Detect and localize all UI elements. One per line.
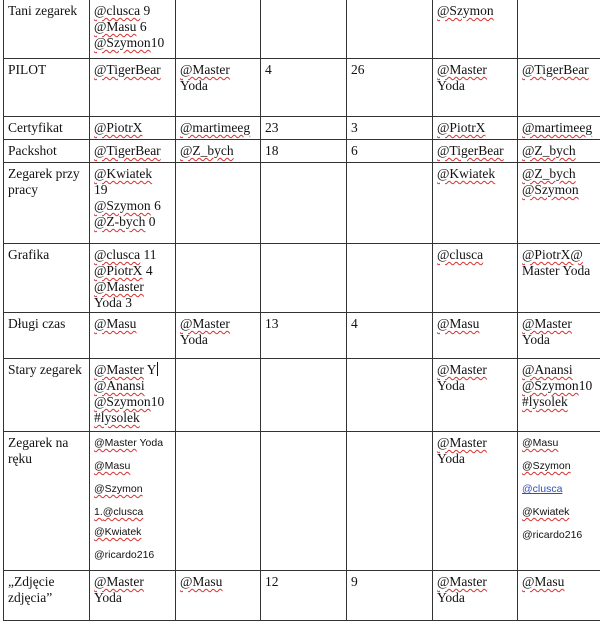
cell-line xyxy=(522,62,599,78)
number-value: 18 xyxy=(265,143,279,158)
cell-line xyxy=(437,62,513,78)
vote-count: 10 xyxy=(151,394,165,409)
cell-line xyxy=(522,435,599,451)
user-handle: @Master xyxy=(437,362,487,377)
cell-line xyxy=(94,547,171,563)
user-handle: @Masu xyxy=(180,574,222,589)
user-handle: @Z-bych xyxy=(94,214,145,229)
user-handle: @Szymon xyxy=(94,483,143,495)
assignees-cell[interactable] xyxy=(90,0,176,59)
assignees-cell[interactable] xyxy=(90,163,176,244)
cell-line xyxy=(94,279,171,295)
user-handle: @Szymon xyxy=(94,198,151,213)
cell-line xyxy=(94,410,171,426)
number-cell[interactable] xyxy=(347,432,433,571)
category-label: Grafika xyxy=(8,247,49,262)
assignees-cell[interactable] xyxy=(90,359,176,432)
cell-text: Yoda xyxy=(522,332,550,347)
user-handle: @Szymon xyxy=(94,394,151,409)
cell-line xyxy=(94,263,171,279)
user-handle: @Szymon xyxy=(522,460,571,472)
user-handle: @Master xyxy=(94,362,144,377)
cell-line xyxy=(522,378,599,394)
user-handle: @Anansi xyxy=(94,378,145,393)
cell-line xyxy=(437,378,513,394)
cell-line xyxy=(94,198,171,214)
cell-text: Yoda xyxy=(180,332,208,347)
cell-line xyxy=(180,78,256,94)
cell-line xyxy=(94,574,171,590)
vote-count: Y xyxy=(144,362,157,377)
assignment-table xyxy=(3,0,600,621)
cell-text: Master Yoda xyxy=(522,263,590,278)
number-cell[interactable] xyxy=(347,244,433,313)
number-value: 4 xyxy=(351,316,358,331)
cell-line xyxy=(94,295,171,311)
cell-line xyxy=(94,214,171,230)
cell-line xyxy=(437,166,513,182)
user-handle: @TigerBear xyxy=(94,143,161,158)
user-handle: @Master xyxy=(437,574,487,589)
cell-line xyxy=(437,590,513,606)
handle-cell[interactable] xyxy=(518,313,600,359)
vote-count: 0 xyxy=(145,214,155,229)
cell-line xyxy=(522,362,599,378)
cell-line xyxy=(180,332,256,348)
category-label: Certyfikat xyxy=(8,120,63,135)
cell-line xyxy=(94,19,171,35)
user-handle: @Kwiatek xyxy=(94,166,152,181)
user-handle: @Master xyxy=(94,279,144,294)
user-handle: @Masu xyxy=(522,574,564,589)
number-cell[interactable] xyxy=(347,359,433,432)
assignees-cell[interactable] xyxy=(90,140,176,163)
user-handle: @Masu xyxy=(522,437,558,449)
handle-cell[interactable] xyxy=(176,59,261,117)
handle-cell[interactable] xyxy=(518,0,600,59)
number-cell[interactable] xyxy=(347,117,433,140)
handle-cell[interactable] xyxy=(176,359,261,432)
handle-cell[interactable] xyxy=(176,163,261,244)
cell-line xyxy=(522,394,599,410)
cell-line xyxy=(522,316,599,332)
number-cell[interactable] xyxy=(261,59,347,117)
handle-cell[interactable] xyxy=(433,571,518,621)
user-handle: @Szymon xyxy=(94,35,151,50)
number-value: 12 xyxy=(265,574,279,589)
cell-line xyxy=(437,3,513,19)
cell-line xyxy=(437,247,513,263)
vote-count: 6 xyxy=(136,19,146,34)
user-handle: @clusca xyxy=(437,247,483,262)
cell-line xyxy=(437,120,513,136)
cell-text: Yoda xyxy=(180,78,208,93)
handle-cell[interactable] xyxy=(518,59,600,117)
cell-text: @ricardo216 xyxy=(522,529,582,541)
vote-count: 6 xyxy=(151,198,161,213)
vote-count: 11 xyxy=(140,247,156,262)
cell-text: 19 xyxy=(94,182,108,197)
handle-cell[interactable] xyxy=(518,571,600,621)
user-handle: @Z_bych xyxy=(522,143,576,158)
number-cell[interactable] xyxy=(347,163,433,244)
cell-line xyxy=(94,458,171,474)
number-cell[interactable] xyxy=(261,313,347,359)
cell-line xyxy=(437,451,513,467)
assignees-cell[interactable] xyxy=(90,571,176,621)
vote-count: 4 xyxy=(142,263,152,278)
category-cell[interactable] xyxy=(4,59,90,117)
category-cell[interactable] xyxy=(4,117,90,140)
cell-line xyxy=(180,120,256,136)
handle-cell[interactable] xyxy=(433,359,518,432)
user-handle: @Master xyxy=(94,574,144,589)
user-handle: @Szymon xyxy=(437,3,494,18)
cell-line xyxy=(94,62,171,78)
user-handle: @Kwiatek xyxy=(437,166,495,181)
handle-cell[interactable] xyxy=(518,432,600,571)
user-handle: @PiotrX xyxy=(94,263,142,278)
cell-text: Yoda xyxy=(437,378,465,393)
assignees-cell[interactable] xyxy=(90,244,176,313)
cell-line xyxy=(522,458,599,474)
category-cell[interactable] xyxy=(4,432,90,571)
cell-text: Yoda xyxy=(437,590,465,605)
vote-count: Yoda xyxy=(137,437,163,449)
category-cell[interactable] xyxy=(4,0,90,59)
handle-cell[interactable] xyxy=(176,117,261,140)
cell-line xyxy=(437,78,513,94)
handle-cell[interactable] xyxy=(433,117,518,140)
handle-cell[interactable] xyxy=(518,140,600,163)
cell-line xyxy=(522,527,599,543)
number-cell[interactable] xyxy=(261,140,347,163)
user-handle: @Masu xyxy=(94,19,136,34)
vote-count: 10 xyxy=(151,35,165,50)
cell-line xyxy=(180,62,256,78)
category-cell[interactable] xyxy=(4,163,90,244)
category-label: Packshot xyxy=(8,143,57,158)
table-row xyxy=(4,432,600,571)
cell-text: Yoda xyxy=(94,590,122,605)
cell-line xyxy=(94,247,171,263)
handle-cell[interactable] xyxy=(518,359,600,432)
number-cell[interactable] xyxy=(261,117,347,140)
cell-line xyxy=(94,435,171,451)
handle-cell[interactable] xyxy=(176,571,261,621)
cell-line xyxy=(522,143,599,159)
handle-cell[interactable] xyxy=(433,0,518,59)
cell-line xyxy=(94,590,171,606)
cell-line xyxy=(94,481,171,497)
user-handle: #lysolek xyxy=(94,410,140,425)
cell-text: Yoda 3 xyxy=(94,295,132,310)
text-cursor xyxy=(157,362,158,376)
table-row xyxy=(4,313,600,359)
cell-line xyxy=(94,3,171,19)
cell-line xyxy=(522,166,599,182)
user-handle: @martimeeg xyxy=(180,120,250,135)
cell-line xyxy=(522,481,599,497)
category-label: „Zdjęcie zdjęcia” xyxy=(8,574,54,605)
cell-text: @ricardo216 xyxy=(94,549,154,561)
handle-cell[interactable] xyxy=(433,432,518,571)
user-handle: @Master xyxy=(437,62,487,77)
user-handle: @PiotrX xyxy=(94,120,142,135)
user-handle: @Masu xyxy=(94,460,130,472)
cell-line xyxy=(522,182,599,198)
user-handle: @Anansi xyxy=(522,362,573,377)
handle-cell[interactable] xyxy=(176,0,261,59)
assignees-cell[interactable] xyxy=(90,313,176,359)
category-cell[interactable] xyxy=(4,359,90,432)
number-cell[interactable] xyxy=(347,59,433,117)
user-handle: @Masu xyxy=(437,316,479,331)
user-handle: @Szymon xyxy=(522,182,579,197)
user-handle: @Kwiatek xyxy=(522,506,569,518)
cell-line xyxy=(94,362,171,378)
number-value: 13 xyxy=(265,316,279,331)
user-handle: @Master xyxy=(522,316,572,331)
number-value: 3 xyxy=(351,120,358,135)
user-handle: 1. xyxy=(94,506,103,518)
category-label: PILOT xyxy=(8,62,46,77)
number-cell[interactable] xyxy=(347,140,433,163)
category-label: Długi czas xyxy=(8,316,65,331)
user-handle: @martimeeg xyxy=(522,120,592,135)
cell-line xyxy=(437,362,513,378)
number-cell[interactable] xyxy=(261,432,347,571)
cell-line xyxy=(94,394,171,410)
table-row xyxy=(4,163,600,244)
user-handle: @PiotrX xyxy=(437,120,485,135)
cell-line xyxy=(522,263,599,279)
cell-line xyxy=(94,504,171,520)
handle-cell[interactable] xyxy=(176,313,261,359)
user-handle: @PiotrX@ xyxy=(522,247,583,262)
handle-cell[interactable] xyxy=(176,140,261,163)
category-label: Zegarek na ręku xyxy=(8,435,68,466)
user-handle: @Kwiatek xyxy=(94,526,141,538)
number-cell[interactable] xyxy=(347,571,433,621)
handle-cell[interactable] xyxy=(433,163,518,244)
assignees-cell[interactable] xyxy=(90,117,176,140)
user-handle: @Master xyxy=(437,435,487,450)
cell-line xyxy=(437,435,513,451)
handle-cell[interactable] xyxy=(176,244,261,313)
cell-line xyxy=(94,378,171,394)
cell-line xyxy=(94,166,171,182)
handle-cell[interactable] xyxy=(433,140,518,163)
cell-line xyxy=(180,316,256,332)
table-row xyxy=(4,59,600,117)
user-handle: @Master xyxy=(180,316,230,331)
assignees-cell[interactable] xyxy=(90,59,176,117)
number-cell[interactable] xyxy=(261,0,347,59)
table-row xyxy=(4,244,600,313)
user-handle: @Z_bych xyxy=(522,166,576,181)
number-cell[interactable] xyxy=(261,163,347,244)
number-cell[interactable] xyxy=(347,313,433,359)
number-cell[interactable] xyxy=(261,244,347,313)
cell-line xyxy=(94,35,171,51)
handle-cell[interactable] xyxy=(433,313,518,359)
table-row xyxy=(4,117,600,140)
user-handle: @TigerBear xyxy=(437,143,504,158)
cell-text: Yoda xyxy=(437,78,465,93)
number-value: 6 xyxy=(351,143,358,158)
user-handle: @clusca xyxy=(94,3,140,18)
user-handle: @clusca xyxy=(103,506,143,518)
cell-line xyxy=(522,332,599,348)
cell-line xyxy=(94,120,171,136)
vote-count: 9 xyxy=(140,3,150,18)
handle-cell[interactable] xyxy=(518,244,600,313)
category-cell[interactable] xyxy=(4,140,90,163)
cell-line xyxy=(94,316,171,332)
cell-text: Yoda xyxy=(437,451,465,466)
assignees-cell[interactable] xyxy=(90,432,176,571)
table-row xyxy=(4,140,600,163)
category-cell[interactable] xyxy=(4,244,90,313)
handle-cell[interactable] xyxy=(518,163,600,244)
number-value: 9 xyxy=(351,574,358,589)
handle-cell[interactable] xyxy=(433,59,518,117)
cell-line xyxy=(522,247,599,263)
number-cell[interactable] xyxy=(261,359,347,432)
cell-line xyxy=(94,143,171,159)
user-handle: @Master xyxy=(180,62,230,77)
handle-cell[interactable] xyxy=(518,117,600,140)
table-row xyxy=(4,0,600,59)
handle-cell[interactable] xyxy=(176,432,261,571)
user-handle: @TigerBear xyxy=(522,62,589,77)
cell-line xyxy=(94,182,171,198)
category-label: Zegarek przy pracy xyxy=(8,166,80,197)
number-cell[interactable] xyxy=(347,0,433,59)
category-cell[interactable] xyxy=(4,313,90,359)
number-value: 4 xyxy=(265,62,272,77)
cell-line xyxy=(522,574,599,590)
number-cell[interactable] xyxy=(261,571,347,621)
cell-line xyxy=(437,316,513,332)
cell-line xyxy=(522,504,599,520)
user-handle: #lysolek xyxy=(522,394,568,409)
category-cell[interactable] xyxy=(4,571,90,621)
category-label: Tani zegarek xyxy=(8,3,77,18)
number-value: 23 xyxy=(265,120,279,135)
user-handle: @Master xyxy=(94,437,137,449)
handle-cell[interactable] xyxy=(433,244,518,313)
user-handle: @Szymon xyxy=(522,378,579,393)
number-value: 26 xyxy=(351,62,365,77)
table-row xyxy=(4,359,600,432)
table-row xyxy=(4,571,600,621)
cell-line xyxy=(522,120,599,136)
cell-line xyxy=(180,143,256,159)
cell-line xyxy=(180,574,256,590)
cell-line xyxy=(437,143,513,159)
category-label: Stary zegarek xyxy=(8,362,82,377)
cell-line xyxy=(94,524,171,540)
user-handle: @TigerBear xyxy=(94,62,161,77)
user-handle[interactable]: @clusca xyxy=(522,483,562,495)
cell-line xyxy=(437,574,513,590)
user-handle: @Z_bych xyxy=(180,143,234,158)
user-handle: @Masu xyxy=(94,316,136,331)
user-handle: @clusca xyxy=(94,247,140,262)
vote-count: 10 xyxy=(579,378,593,393)
